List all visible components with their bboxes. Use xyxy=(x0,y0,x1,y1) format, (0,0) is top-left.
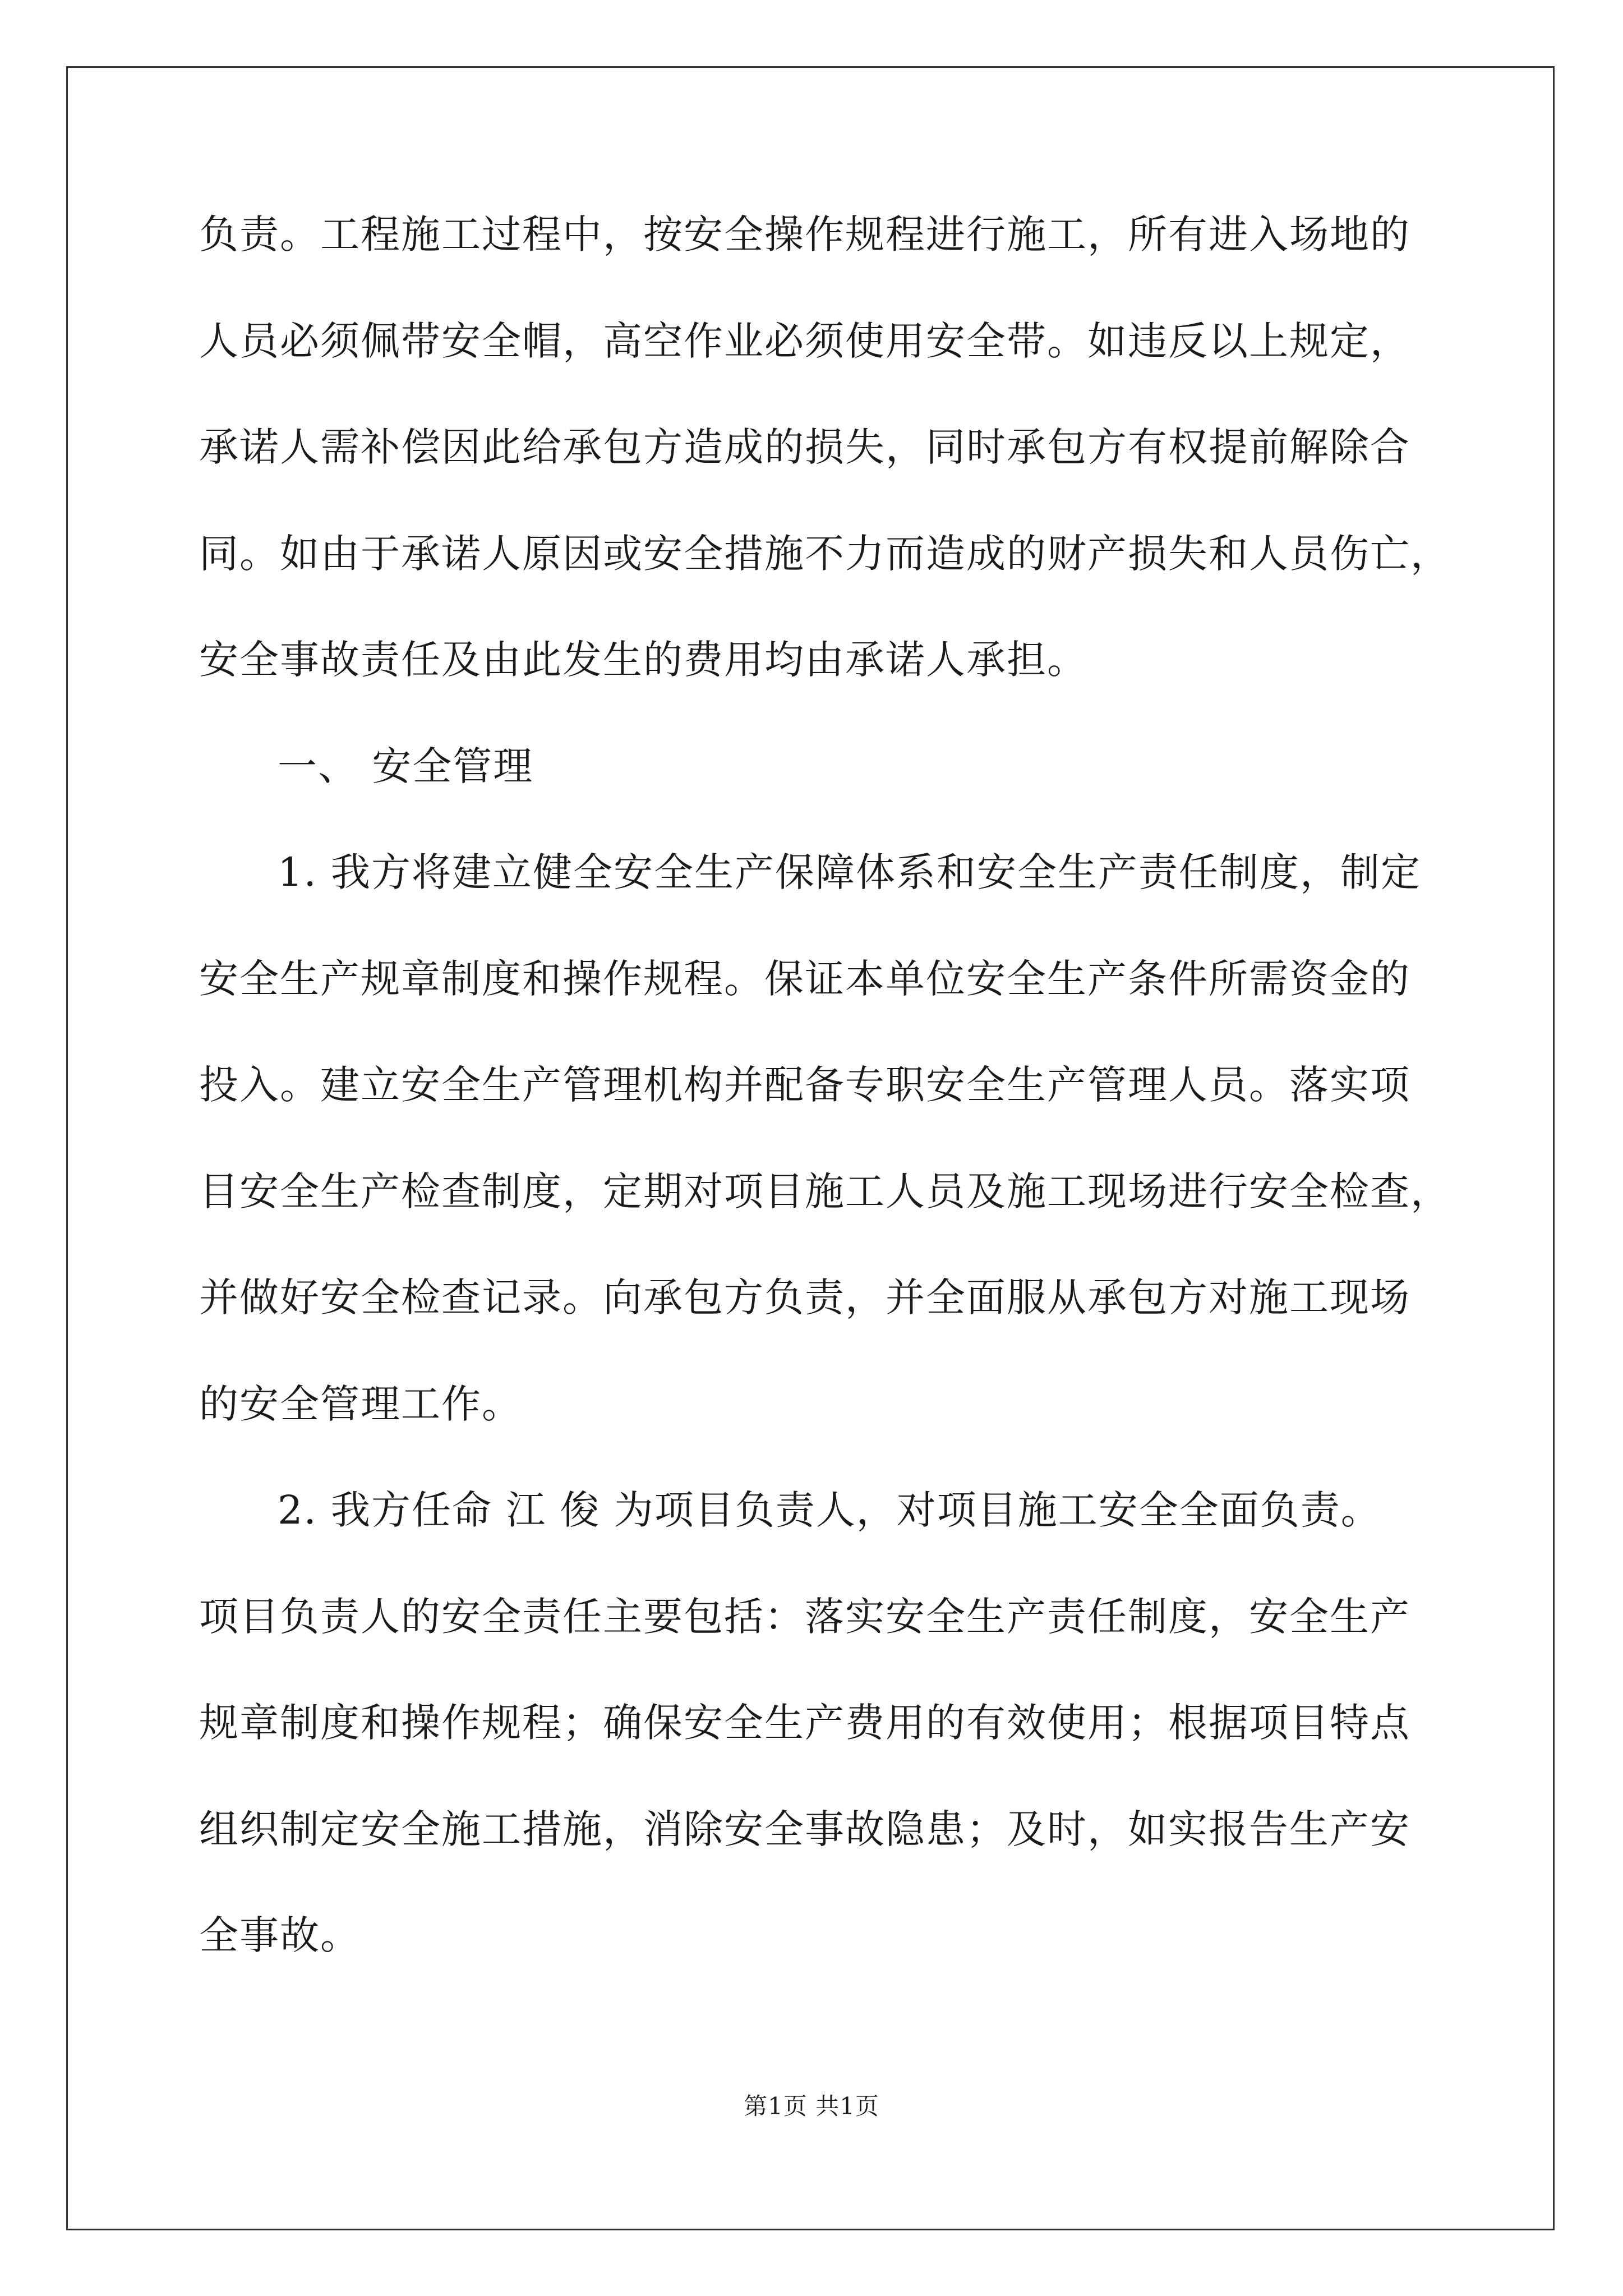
text-line: 人员必须佩带安全帽，高空作业必须使用安全带。如违反以上规定， xyxy=(199,318,1410,364)
text-line: 的安全管理工作。 xyxy=(199,1381,522,1427)
text-line: 投入。建立安全生产管理机构并配备专职安全生产管理人员。落实项 xyxy=(199,1062,1410,1108)
text-line: 目安全生产检查制度，定期对项目施工人员及施工现场进行安全检查， xyxy=(199,1168,1451,1214)
text-line: 并做好安全检查记录。向承包方负责，并全面服从承包方对施工现场 xyxy=(199,1274,1410,1320)
section-heading: 一、 安全管理 xyxy=(278,743,534,789)
text-line: 负责。工程施工过程中，按安全操作规程进行施工，所有进入场地的 xyxy=(199,211,1410,257)
text-line: 项目负责人的安全责任主要包括：落实安全生产责任制度，安全生产 xyxy=(199,1593,1410,1640)
text-line: 承诺人需补偿因此给承包方造成的损失，同时承包方有权提前解除合 xyxy=(199,424,1410,470)
text-line: 规章制度和操作规程；确保安全生产费用的有效使用；根据项目特点 xyxy=(199,1700,1410,1746)
document-body xyxy=(199,211,1451,2021)
text-line: 安全生产规章制度和操作规程。保证本单位安全生产条件所需资金的 xyxy=(199,955,1410,1002)
text-line: 1. 我方将建立健全安全生产保障体系和安全生产责任制度，制定 xyxy=(278,849,1422,895)
text-line: 组织制定安全施工措施，消除安全事故隐患；及时，如实报告生产安 xyxy=(199,1806,1410,1852)
page-footer: 第1页 共1页 xyxy=(744,2092,879,2120)
text-line: 全事故。 xyxy=(199,1912,361,1958)
text-line: 2. 我方任命 江 俊 为项目负责人，对项目施工安全全面负责。 xyxy=(278,1487,1381,1533)
text-line: 同。如由于承诺人原因或安全措施不力而造成的财产损失和人员伤亡， xyxy=(199,530,1451,577)
text-line: 安全事故责任及由此发生的费用均由承诺人承担。 xyxy=(199,637,1087,683)
